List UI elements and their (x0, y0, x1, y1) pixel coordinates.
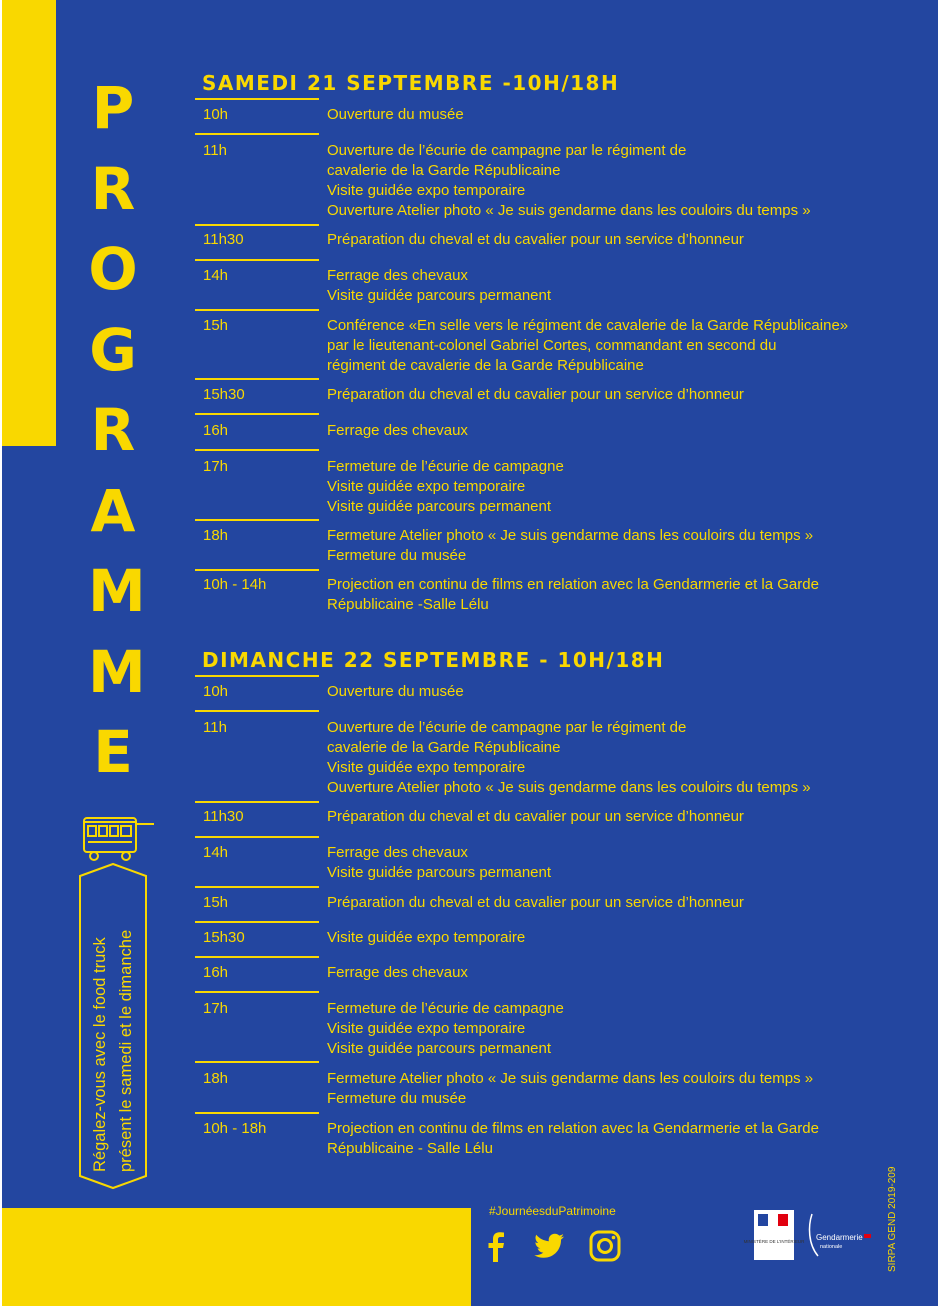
activity-line: cavalerie de la Garde Républicaine (327, 162, 561, 179)
row-separator (195, 224, 319, 226)
activity-line: Ferrage des chevaux (327, 844, 468, 861)
food-truck-line-2: présent le samedi et le dimanche (117, 929, 135, 1172)
schedule-time: 16h (203, 964, 229, 981)
sunday-title-underline (195, 675, 319, 677)
row-separator (195, 259, 319, 261)
activity-line: Projection en continu de films en relation avec la Gendarmerie et la Garde (327, 1120, 819, 1137)
schedule-activities (327, 807, 744, 827)
activity-line: par le lieutenant-colonel Gabriel Cortes, commandant en second du (327, 337, 777, 354)
activity-line: Ferrage des chevaux (327, 267, 468, 284)
programme-letter: G (89, 315, 137, 384)
activity-line: Visite guidée expo temporaire (327, 929, 526, 946)
row-separator (195, 1112, 319, 1114)
programme-letter: M (88, 557, 146, 625)
row-separator (195, 710, 319, 712)
activity-line: Fermeture de l’écurie de campagne (327, 458, 564, 475)
schedule-activities (327, 457, 564, 517)
row-separator (195, 449, 319, 451)
poster (2, 0, 938, 1306)
activity-line: Projection en continu de films en relation avec la Gendarmerie et la Garde (327, 576, 819, 593)
schedule-activities (327, 718, 811, 798)
row-separator (195, 921, 319, 923)
activity-line: Visite guidée expo temporaire (327, 478, 526, 495)
row-separator (195, 309, 319, 311)
schedule-time: 15h30 (203, 386, 245, 403)
gendarmerie-logo (806, 1210, 876, 1260)
schedule-activities (327, 928, 525, 948)
sunday-title: DIMANCHE 22 SEPTEMBRE - 10H/18H (202, 648, 665, 672)
row-separator (195, 991, 319, 993)
activity-line: Préparation du cheval et du cavalier pour un service d’honneur (327, 808, 744, 825)
programme-letter: R (90, 154, 136, 223)
yellow-band-top (2, 0, 56, 446)
activity-line: Fermeture du musée (327, 1090, 467, 1107)
schedule-activities (327, 682, 464, 702)
schedule-activities (327, 105, 464, 125)
partner-logos (743, 1210, 876, 1265)
activity-line: Ouverture Atelier photo « Je suis gendarme dans les couloirs du temps » (327, 202, 811, 219)
activity-line: Conférence «En selle vers le régiment de cavalerie de la Garde Républicaine» (327, 317, 849, 334)
schedule-time: 14h (203, 267, 229, 284)
activity-line: Préparation du cheval et du cavalier pour un service d’honneur (327, 894, 744, 911)
activity-line: cavalerie de la Garde Républicaine (327, 739, 561, 756)
activity-line: Ferrage des chevaux (327, 964, 468, 981)
activity-line: Ouverture Atelier photo « Je suis gendarme dans les couloirs du temps » (327, 779, 811, 796)
ministere-logo-text: MINISTÈRE DE L'INTÉRIEUR (743, 1239, 805, 1244)
row-separator (195, 519, 319, 521)
food-truck-text (87, 832, 147, 1172)
schedule-activities (327, 575, 819, 615)
schedule-time: 17h (203, 1000, 229, 1017)
schedule-time: 18h (203, 527, 229, 544)
ministere-logo (743, 1210, 805, 1260)
credit-text: SIRPA GEND 2019-209 (887, 1166, 898, 1272)
row-separator (195, 569, 319, 571)
row-separator (195, 886, 319, 888)
activity-line: Ferrage des chevaux (327, 422, 468, 439)
activity-line: Fermeture Atelier photo « Je suis gendarme dans les couloirs du temps » (327, 1070, 814, 1087)
gendarmerie-logo-text: Gendarmerie (816, 1233, 864, 1242)
activity-line: Fermeture Atelier photo « Je suis gendarme dans les couloirs du temps » (327, 527, 814, 544)
schedule-time: 10h - 14h (203, 576, 267, 593)
schedule-time: 15h30 (203, 929, 245, 946)
programme-letter: M (88, 637, 146, 706)
activity-line: Préparation du cheval et du cavalier pour un service d’honneur (327, 386, 744, 403)
schedule-activities (327, 141, 811, 221)
schedule-time: 17h (203, 458, 229, 475)
programme-letter: A (90, 476, 136, 545)
row-separator (195, 956, 319, 958)
schedule-time: 10h (203, 683, 229, 700)
facebook-icon[interactable] (478, 1228, 514, 1264)
activity-line: Républicaine - Salle Lélu (327, 1140, 493, 1157)
schedule-activities (327, 230, 744, 250)
activity-line: Ouverture du musée (327, 683, 464, 700)
activity-line: Fermeture du musée (327, 547, 467, 564)
activity-line: Visite guidée parcours permanent (327, 498, 552, 515)
schedule-time: 10h - 18h (203, 1120, 267, 1137)
activity-line: Visite guidée parcours permanent (327, 864, 552, 881)
row-separator (195, 836, 319, 838)
schedule-time: 15h (203, 894, 229, 911)
row-separator (195, 133, 319, 135)
schedule-activities (327, 316, 848, 376)
schedule-activities (327, 385, 744, 405)
twitter-icon[interactable] (531, 1228, 567, 1264)
schedule-time: 16h (203, 422, 229, 439)
programme-letter: R (90, 396, 136, 464)
schedule-activities (327, 266, 551, 306)
activity-line: Visite guidée expo temporaire (327, 1020, 526, 1037)
schedule-time: 18h (203, 1070, 229, 1087)
schedule-activities (327, 999, 564, 1059)
gendarmerie-logo-subtext: nationale (820, 1244, 843, 1250)
activity-line: Visite guidée parcours permanent (327, 1040, 552, 1057)
activity-line: Ouverture de l’écurie de campagne par le régiment de (327, 719, 687, 736)
activity-line: Fermeture de l’écurie de campagne (327, 1000, 564, 1017)
schedule-time: 10h (203, 106, 229, 123)
schedule-activities (327, 893, 744, 913)
saturday-title: SAMEDI 21 SEPTEMBRE -10H/18H (202, 71, 620, 95)
schedule-activities (327, 963, 468, 983)
programme-letter: P (91, 74, 135, 142)
schedule-time: 11h30 (203, 808, 244, 825)
schedule-time: 15h (203, 317, 229, 334)
row-separator (195, 801, 319, 803)
activity-line: régiment de cavalerie de la Garde Républicaine (327, 357, 644, 374)
row-separator (195, 413, 319, 415)
yellow-band-bottom (2, 1208, 471, 1306)
programme-letter: E (93, 718, 133, 786)
programme-letter: O (88, 235, 138, 303)
instagram-icon[interactable] (587, 1228, 623, 1264)
activity-line: Républicaine -Salle Lélu (327, 596, 489, 613)
activity-line: Visite guidée parcours permanent (327, 287, 552, 304)
row-separator (195, 378, 319, 380)
activity-line: Ouverture de l’écurie de campagne par le régiment de (327, 142, 687, 159)
schedule-activities (327, 1069, 813, 1109)
programme-title (88, 68, 146, 793)
schedule-time: 11h30 (203, 231, 244, 248)
saturday-title-underline (195, 98, 319, 100)
activity-line: Visite guidée expo temporaire (327, 759, 526, 776)
schedule-activities (327, 843, 551, 883)
activity-line: Ouverture du musée (327, 106, 464, 123)
food-truck-line-1: Régalez-vous avec le food truck (91, 937, 109, 1172)
hashtag: #JournéesduPatrimoine (489, 1204, 616, 1218)
activity-line: Préparation du cheval et du cavalier pour un service d’honneur (327, 231, 744, 248)
activity-line: Visite guidée expo temporaire (327, 182, 526, 199)
schedule-activities (327, 1119, 819, 1159)
schedule-activities (327, 526, 813, 566)
schedule-activities (327, 421, 468, 441)
schedule-time: 14h (203, 844, 229, 861)
schedule-time: 11h (203, 719, 227, 736)
schedule-time: 11h (203, 142, 227, 159)
row-separator (195, 1061, 319, 1063)
